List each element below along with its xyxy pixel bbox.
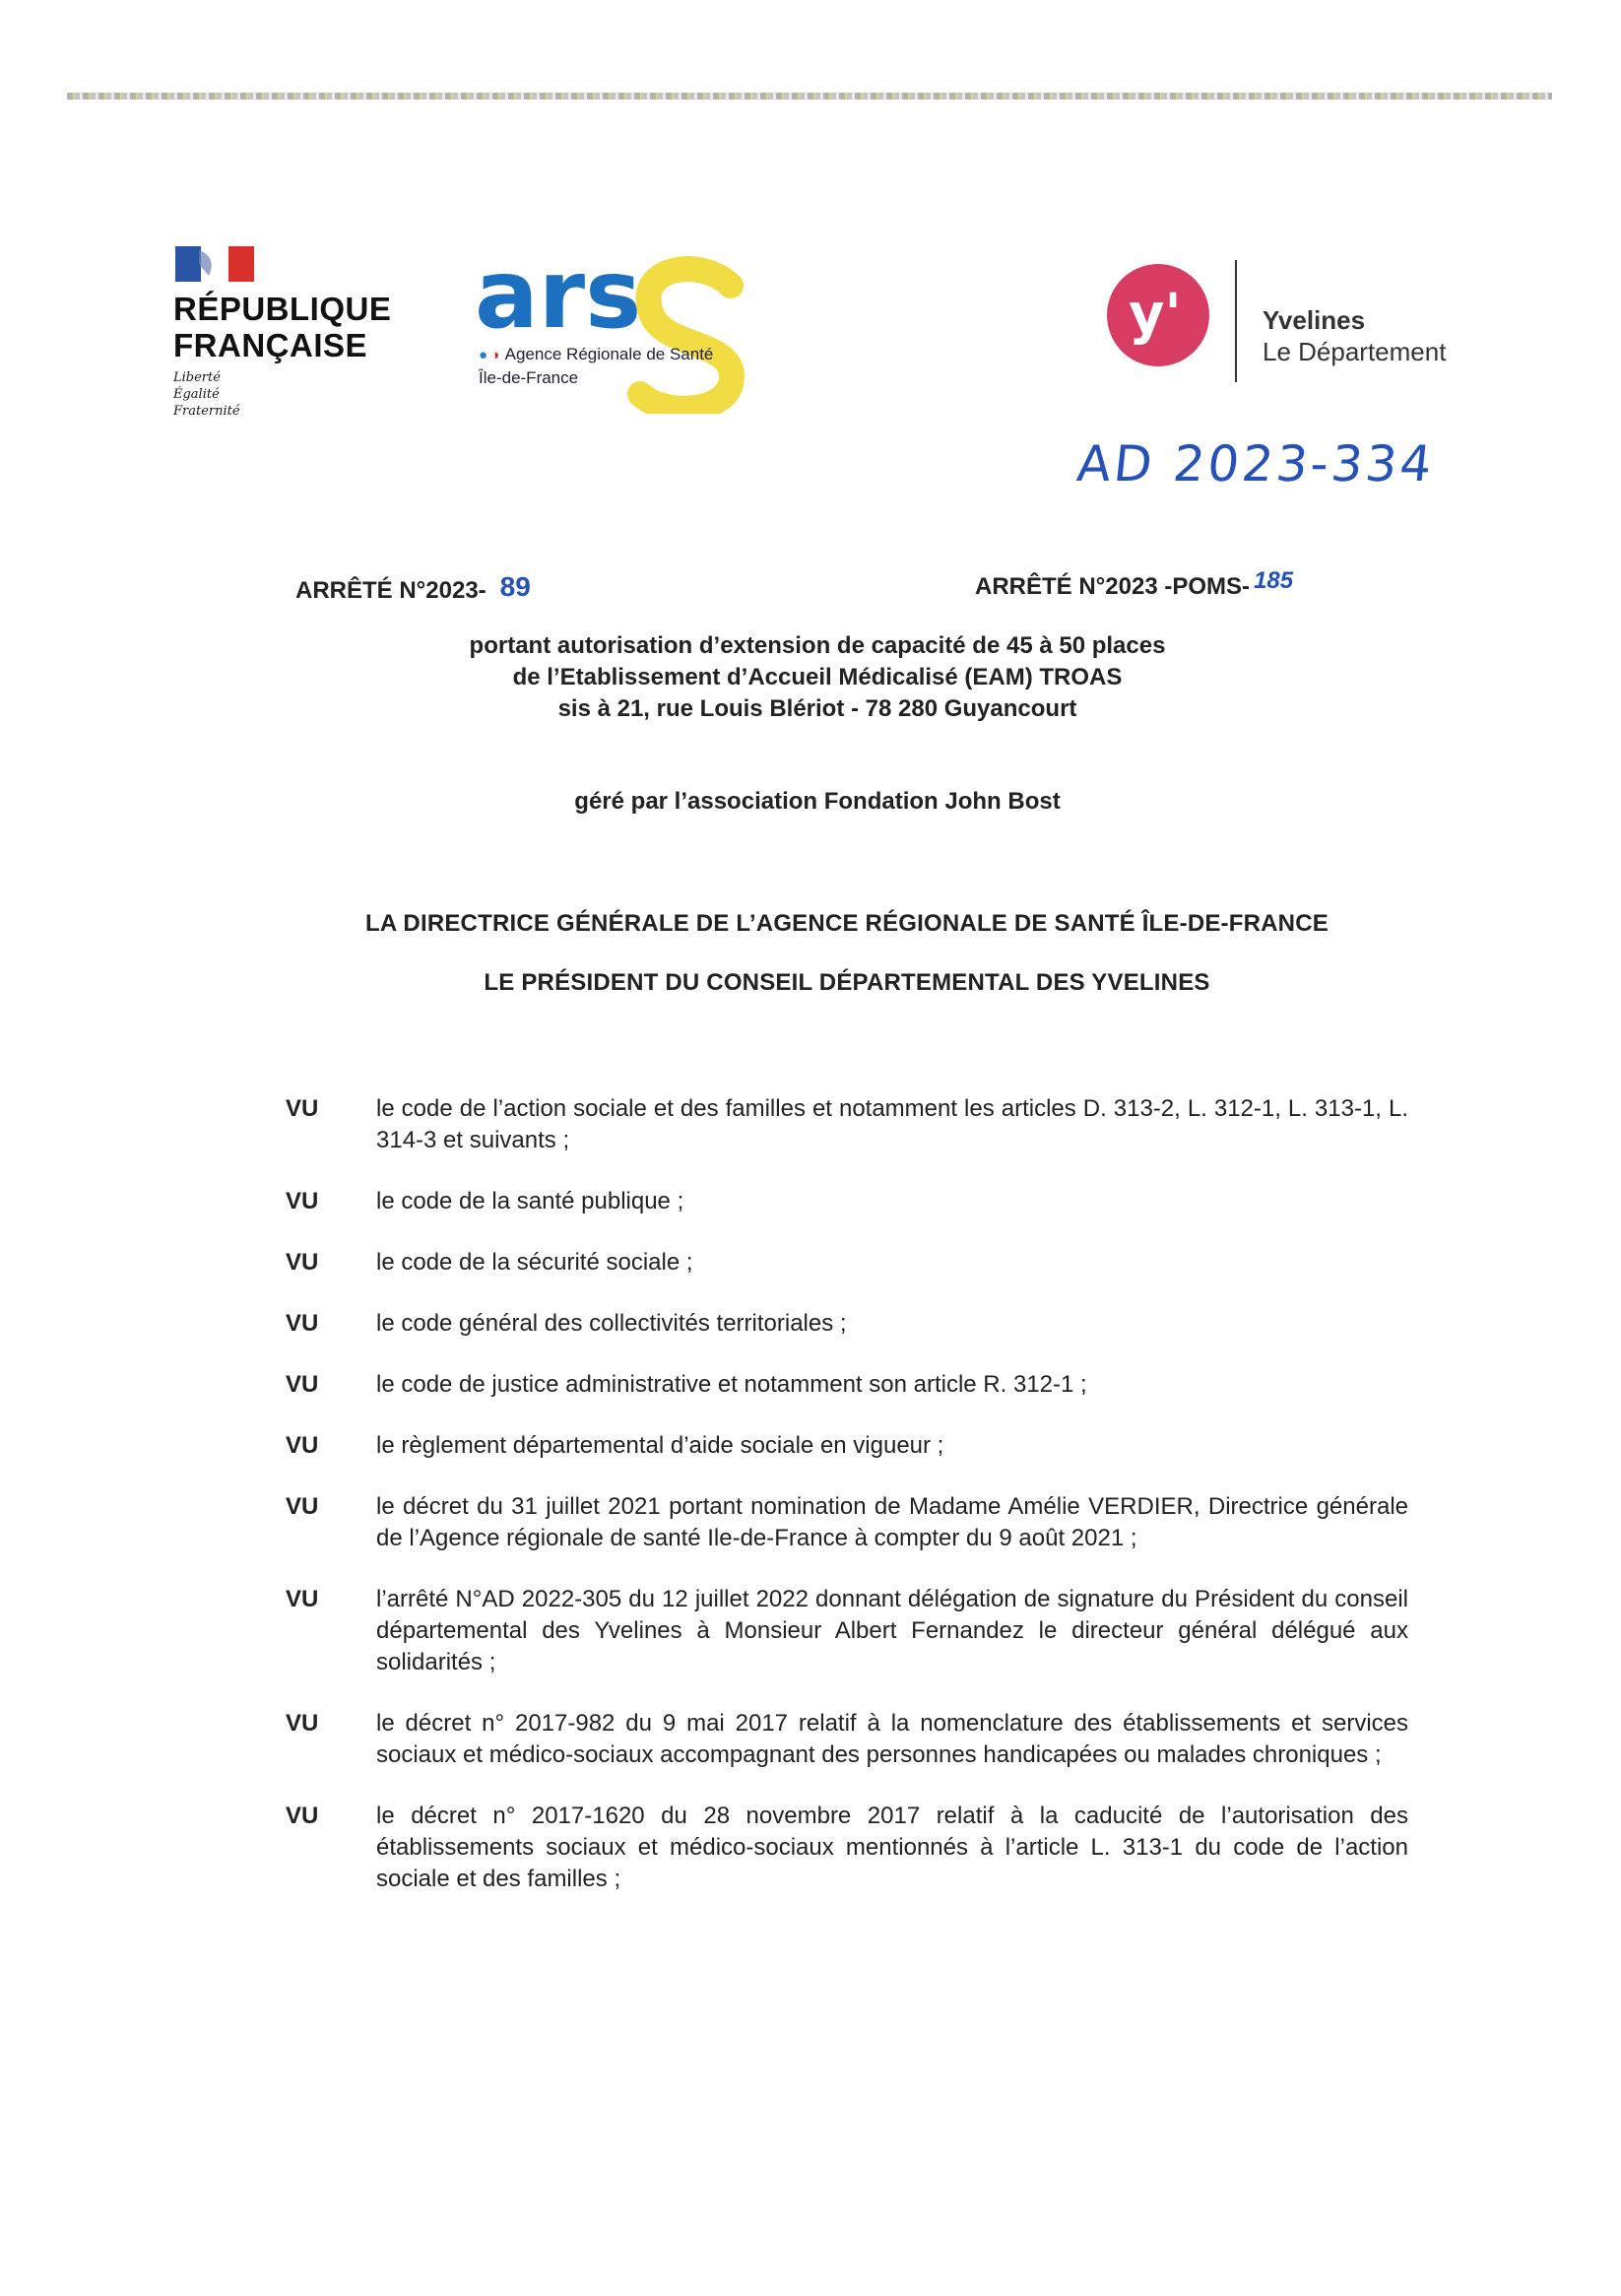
- visa-item: [286, 1369, 1408, 1401]
- ars-logotype-icon: [465, 246, 760, 414]
- visa-item: [286, 1247, 1408, 1279]
- visa-text: le règlement départemental d’aide sociale en vigueur ;: [376, 1432, 944, 1459]
- visa-label: VU: [286, 1493, 319, 1520]
- managing-association: géré par l’association Fondation John Bost: [574, 788, 1061, 815]
- visa-text: le code de la sécurité sociale ;: [376, 1249, 693, 1276]
- visa-list: [286, 1093, 1408, 1895]
- visa-label: VU: [286, 1371, 319, 1398]
- arrete-number-ars: ARRÊTÉ N°2023- 89: [295, 571, 531, 604]
- ars-dot-icon: ●: [479, 347, 488, 363]
- ars-mark: ars: [475, 246, 642, 350]
- visa-item: [286, 1801, 1408, 1895]
- visa-label: VU: [286, 1586, 319, 1612]
- motto-egalite: Égalité: [173, 387, 220, 402]
- ars-region: Île-de-France: [479, 368, 579, 387]
- ars-logo: [465, 246, 760, 414]
- subject-line-1: portant autorisation d’extension de capacité de 45 à 50 places: [469, 632, 1166, 659]
- visa-item: [286, 1430, 1408, 1462]
- republique-motto: [173, 369, 390, 420]
- visa-text: le décret n° 2017-1620 du 28 novembre 2017 relatif à la caducité de l’autorisation des établissements sociaux et médico-sociaux mentionnés à l’article L. 313-1 du code de l’action sociale et des familles ;: [376, 1803, 1408, 1892]
- republique-francaise-logo: [173, 246, 390, 420]
- arrete-subject: [295, 630, 1339, 725]
- arrete-number-department: ARRÊTÉ N°2023 -POMS- 185: [975, 567, 1294, 600]
- scan-artifact-strip: [67, 93, 1552, 99]
- visa-label: VU: [286, 1188, 319, 1214]
- ars-agency-name: ● ◗ Agence Régionale de Santé: [479, 345, 714, 363]
- visa-label: VU: [286, 1310, 319, 1337]
- yvelines-mark: y': [1129, 283, 1182, 347]
- subject-line-2: de l’Etablissement d’Accueil Médicalisé (EAM) TROAS: [512, 664, 1123, 690]
- yvelines-subtitle: Le Département: [1263, 337, 1447, 366]
- visa-label: VU: [286, 1803, 319, 1829]
- republique-title: RÉPUBLIQUE FRANÇAISE: [173, 291, 392, 363]
- ars-half-dot-icon: ◗: [491, 347, 501, 363]
- marianne-flag-icon: [175, 246, 254, 282]
- visa-text: l’arrêté N°AD 2022-305 du 12 juillet 2022 donnant délégation de signature du Président du conseil départemental des Yvelines à Monsieur Albert Fernandez le directeur général délégué aux solidarités ;: [376, 1586, 1408, 1675]
- visa-label: VU: [286, 1249, 319, 1276]
- authority-ars: LA DIRECTRICE GÉNÉRALE DE L’AGENCE RÉGIONALE DE SANTÉ ÎLE-DE-FRANCE: [365, 910, 1329, 937]
- handwritten-reference: AD 2023-334: [1073, 435, 1438, 492]
- visa-text: le code général des collectivités territoriales ;: [376, 1310, 847, 1337]
- subject-line-3: sis à 21, rue Louis Blériot - 78 280 Guyancourt: [557, 695, 1077, 722]
- visa-item: [286, 1093, 1408, 1156]
- visa-label: VU: [286, 1710, 319, 1737]
- authority-department: LE PRÉSIDENT DU CONSEIL DÉPARTEMENTAL DES YVELINES: [484, 969, 1210, 996]
- visa-item: [286, 1708, 1408, 1771]
- motto-fraternite: Fraternité: [173, 404, 240, 419]
- visa-text: le code de la santé publique ;: [376, 1188, 684, 1214]
- handwritten-number-2: 185: [1254, 567, 1294, 594]
- visa-text: le code de justice administrative et notamment son article R. 312-1 ;: [376, 1371, 1087, 1398]
- yvelines-separator: [1235, 260, 1237, 382]
- handwritten-number-1: 89: [499, 571, 531, 602]
- visa-text: le décret du 31 juillet 2021 portant nomination de Madame Amélie VERDIER, Directrice générale de l’Agence régionale de santé Ile-de-France à compter du 9 août 2021 ;: [376, 1493, 1408, 1551]
- visa-label: VU: [286, 1432, 319, 1459]
- yvelines-logo: [1099, 254, 1493, 392]
- visa-item: [286, 1308, 1408, 1340]
- visa-item: [286, 1584, 1408, 1678]
- yvelines-y-icon: [1099, 254, 1217, 372]
- visa-text: le code de l’action sociale et des familles et notamment les articles D. 313-2, L. 312-1, L. 313-1, L. 314-3 et suivants ;: [376, 1095, 1408, 1153]
- visa-item: [286, 1186, 1408, 1217]
- visa-text: le décret n° 2017-982 du 9 mai 2017 relatif à la nomenclature des établissements et services sociaux et médico-sociaux accompagnant des personnes handicapées ou malades chroniques ;: [376, 1710, 1408, 1768]
- visa-label: VU: [286, 1095, 319, 1122]
- motto-liberte: Liberté: [173, 370, 221, 385]
- visa-item: [286, 1491, 1408, 1554]
- yvelines-name: Yvelines: [1263, 305, 1366, 335]
